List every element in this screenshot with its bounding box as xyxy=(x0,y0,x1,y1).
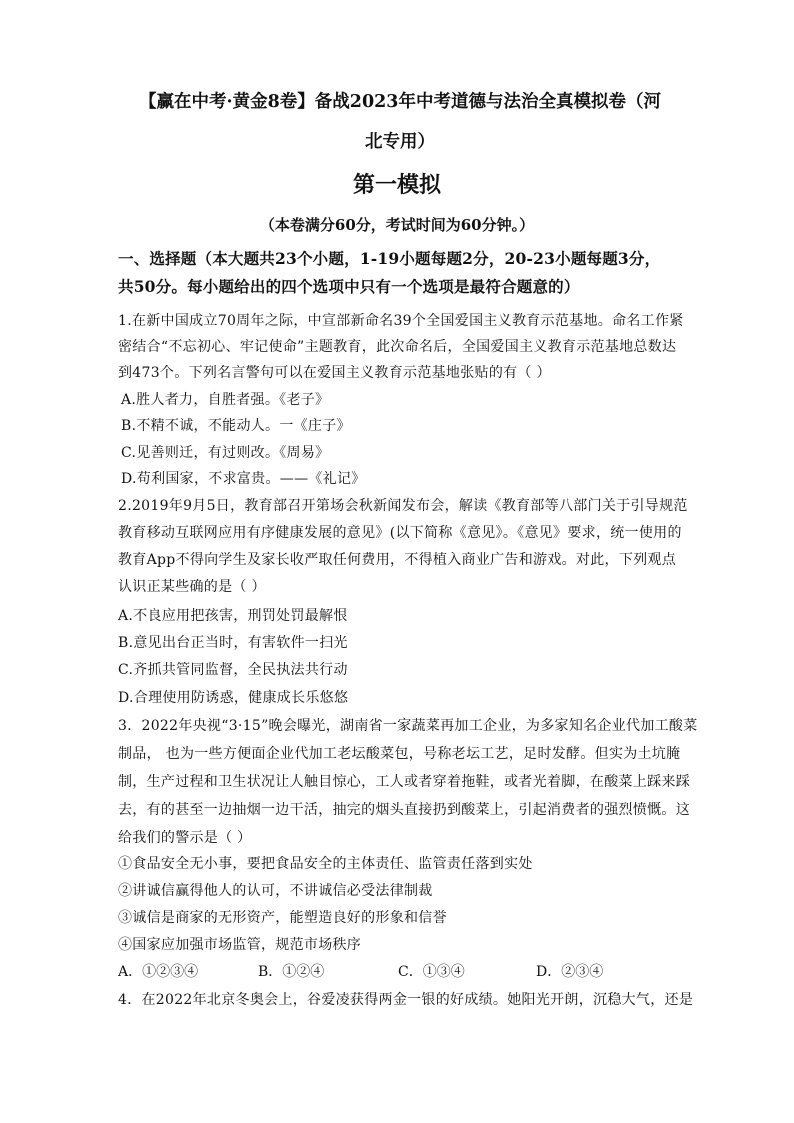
q2-option-b: B.意见出台正当时，有害软件一扫光 xyxy=(118,635,348,651)
exam-title-line2: 北专用） xyxy=(365,132,435,152)
q1-stem-line: 1.在新中国成立70周年之际，中宣部新命名39个全国爱国主义教育示范基地。命名工作紧 xyxy=(118,313,684,329)
q3-statement-4: ④国家应加强市场监管，规范市场秩序 xyxy=(118,937,362,953)
q3-stem-line: 3．2022年央视“3·15”晚会曝光，湖南省一家蔬菜再加工企业，为多家知名企业代加工酸菜 xyxy=(118,718,698,734)
q2-stem-line: 认识正某些确的是（ ） xyxy=(118,579,266,595)
exam-subtitle: 第一模拟 xyxy=(352,172,441,198)
q1-stem-line: 到473个。下列名言警句可以在爱国主义教育示范基地张贴的有（ ） xyxy=(118,365,551,381)
q2-option-c: C.齐抓共管同监督，全民执法共行动 xyxy=(118,662,348,678)
q3-statement-2: ②讲诚信赢得他人的认可，不讲诚信必受法律制裁 xyxy=(118,883,433,899)
q2-option-a: A.不良应用把孩害，刑罚处罚最解恨 xyxy=(118,608,348,624)
q3-statement-1: ①食品安全无小事，要把食品安全的主体责任、监管责任落到实处 xyxy=(118,856,533,872)
q3-option-a: A．①②③④ xyxy=(118,964,199,980)
q2-stem-line: 教育移动互联网应用有序健康发展的意见》(以下简称《意见》。《意见》要求，统一使用的 xyxy=(118,525,682,541)
q3-stem-line: 制，生产过程和卫生状况让人触目惊心，工人或者穿着拖鞋，或者光着脚，在酸菜上踩来踩 xyxy=(118,774,690,790)
q3-option-c: C．①③④ xyxy=(398,964,465,980)
q2-stem-line: 教育App不得向学生及家长收严取任何费用，不得植入商业广告和游戏。对此，下列观点 xyxy=(118,552,677,568)
q1-stem-line: 密结合“不忘初心、牢记使命”主题教育，此次命名后，全国爱国主义教育示范基地总数达 xyxy=(118,339,677,355)
q1-option-b: B.不精不诚，不能动人。一《庄子》 xyxy=(121,418,351,434)
q2-stem-line: 2.2019年9月5日，教育部召开第场会秋新闻发布会，解读《教育部等八部门关于引导规范 xyxy=(118,498,688,514)
q3-stem-line: 制品， 也为一些方便面企业代加工老坛酸菜包，号称老坛工艺，足时发酵。但实为土坑腌 xyxy=(118,746,681,762)
q4-stem-line: 4．在2022年北京冬奥会上，谷爱凌获得两金一银的好成绩。她阳光开朗，沉稳大气，还是 xyxy=(118,992,694,1008)
section-heading-line2: 共50分。每小题给出的四个选项中只有一个选项是最符合题意的） xyxy=(118,277,580,296)
exam-title-line1: 【赢在中考·黄金8卷】备战2023年中考道德与法治全真模拟卷（河 xyxy=(139,92,661,112)
q1-option-d: D.苟利国家，不求富贵。——《礼记》 xyxy=(121,471,366,487)
exam-note: （本卷满分60分，考试时间为60分钟。） xyxy=(259,216,535,234)
section-heading-line1: 一、选择题（本大题共23个小题，1-19小题每题2分，20-23小题每题3分， xyxy=(118,249,661,268)
q3-statement-3: ③诚信是商家的无形资产，能塑造良好的形象和信誉 xyxy=(118,910,447,926)
q1-option-a: A.胜人者力，自胜者强。《老子》 xyxy=(121,392,330,408)
q3-stem-line: 去，有的甚至一边抽烟一边干活，抽完的烟头直接扔到酸菜上，引起消费者的强烈愤慨。这 xyxy=(118,802,690,818)
q3-option-d: D．②③④ xyxy=(536,964,604,980)
q3-stem-line: 给我们的警示是（ ） xyxy=(118,830,252,846)
q2-option-d: D.合理使用防诱惑，健康成长乐悠悠 xyxy=(118,690,349,706)
q3-option-b: B．①②④ xyxy=(258,964,325,980)
q1-option-c: C.见善则迁，有过则改。《周易》 xyxy=(121,445,330,461)
